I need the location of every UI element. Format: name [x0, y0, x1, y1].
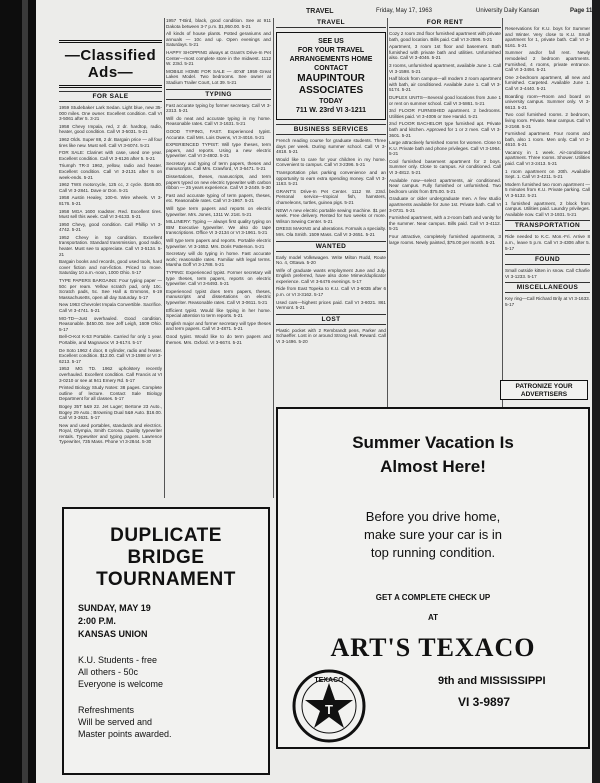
classified-ad: Key ring—Call Richard Brily at VI 3-1633. 5-17: [505, 296, 590, 307]
for-sale-continued-list: [166, 18, 271, 86]
classified-ad: One 2-bedroom apartment, all new and furnished. Carpeted. Available June 1. Call VI 3-4440. 5-21: [505, 74, 590, 91]
classified-ad: Secretary will do typing in home. Fast accurate work; reasonable rates. Familiar with legal terms. Marsha Goff VI 3-1788. 5-21: [166, 251, 271, 268]
classified-ad: Dissertations, theses, manuscripts, and term papers typed on new electric typewriter with carbon ribbon — 25 years experience. Call VI 3-2449. 5-30: [166, 174, 271, 191]
classified-ad: 3rd FLOOR FURNISHED apartment. 2 bedrooms. Utilities paid. VI 3-4006 or See Harold. 5-21: [389, 108, 501, 119]
classified-ad: Plastic pocket with 2 Rembrandt pens, Parker and Schaeffer. Lost in or around Strong Hall. Reward. Call VI 3-1496. 5-20: [276, 327, 386, 345]
transportation-list: [505, 234, 590, 251]
classified-ad: Graduate or older undergraduate men. A few studio apartments available for June 1st. Private bath. Call VI 3-0731. 5-21: [389, 196, 501, 213]
bridge-extra: Will be served and: [78, 717, 153, 727]
svg-text:T: T: [325, 702, 333, 717]
classified-ad: 3 rooms, unfurnished apartment, available June 1. Call VI 3-1598. 5-21: [389, 62, 501, 74]
patronize-line: PATRONIZE YOUR: [515, 383, 573, 390]
page-binding: [0, 0, 36, 783]
classified-ad: 1952 Chevy in top condition. Excellent transportation. Standard transmission, good radio, heater. Must see to appreciate. Call VI 3-5134. 5-21: [59, 234, 162, 257]
bridge-tournament-ad: [62, 507, 270, 775]
travel-agency-name: ASSOCIATES: [298, 85, 364, 96]
texaco-star-icon: [292, 669, 366, 743]
travel-line: ARRANGEMENTS HOME: [289, 56, 373, 63]
classified-ad: Cozy 2 room 2nd floor furnished apartment with private bath, good location. Bills paid. Call VI 3-2596. 5-21: [389, 31, 501, 42]
classified-ad: Will type term papers and reports on electric typewriter. Mrs. Jones, 1311 W. 21st. 5-21: [166, 206, 271, 217]
classified-ad: Cool furnished basement apartment for 2 boys. Summer only. Close to campus. Air conditioned. Call VI 3-4812. 5-21: [389, 158, 501, 176]
bridge-date: SUNDAY, MAY 19: [78, 603, 151, 613]
texaco-address: 9th and MISSISSIPPI: [438, 675, 546, 687]
classified-ad: Bargain books and records, good used tools, hard cover fiction and non-fiction. Priced to move. Saturday 10 a.m.-noon, 1000 Ohio. 5-17: [59, 259, 162, 276]
column-rule: [164, 18, 165, 498]
business-services-heading: BUSINESS SERVICES: [276, 124, 386, 135]
classified-ad: DRESS MAKING and alterations. Formals a specialty. Mrs. Ola Smith. 1509 Mass. Call VI 3-2651. 5-21: [276, 226, 386, 237]
classified-ad: De Soto 1962 4 door, 8 cylinder, radio and heater. Excellent condition. $12.00. Call VI 3-1598 or VI 3-6213. 5-17: [59, 347, 162, 364]
classified-ad: 1957 T-Bird, black, good condition. See at 911 Dakota between 3-7 p.m. $1,950.00. 5-21: [166, 18, 271, 29]
classified-ad: Wife of graduate wants employment June and July. English preferred, have also done Mimeo/duplicator experience. Call VI 3-6476 evenings. 5-17: [276, 267, 386, 284]
patronize-line: ADVERTISERS: [520, 391, 568, 398]
classified-ad: Fast accurate typing by former secretary. Call VI 3-2313. 5-21: [166, 102, 271, 114]
texaco-headline: Summer Vacation Is: [352, 433, 514, 452]
texaco-at: AT: [427, 613, 439, 622]
classified-ad: 1958 Chevy Impala, red, 2 dr. hardtop, radio, heater, good condition. Call VI 3-5031. 5-21: [59, 123, 162, 135]
travel-line: FOR YOUR TRAVEL: [297, 47, 365, 54]
travel-address: 711 W. 23rd VI 3-1211: [295, 107, 367, 114]
classified-ad: MILLINERY: Typing — always first quality typing on IBM Executive typewriter. We also do tape transcriptions. Office VI 3-2134 or VI 3-1961. 5-21: [166, 219, 271, 236]
for-rent-continued-list: [505, 26, 590, 217]
texaco-phone: VI 3-9897: [458, 695, 511, 709]
classified-ad: 2nd FLOOR BACHELOR type furnished apt. Private bath and kitchen. Approved for 1 or 2 men. Call VI 3-3601. 5-21: [389, 121, 501, 138]
misc-list: [505, 296, 590, 307]
classified-ad: Will type term papers and reports. Portable electric typewriter. VI 3-1652. Mrs. Doris Patterson. 5-21: [166, 238, 271, 249]
header-page: Page 11: [570, 8, 593, 14]
wanted-heading: WANTED: [276, 241, 386, 252]
classified-ad: Early model Volkswagen. Write Milton Rudd, Route No. 4, Ottawa. 5-20: [276, 254, 386, 266]
classified-ad: Fast and accurate typing of term papers, theses, etc. Reasonable rates. Call VI 3-1967. 5-21: [166, 192, 271, 204]
bridge-title: DUPLICATE: [110, 525, 222, 546]
classified-ad: Printed Biology Study Notes: 38 pages. Complete outline of lecture. Contact Sale Biology Department for all classes. 5-17: [59, 385, 162, 402]
travel-line: SEE US: [318, 38, 344, 45]
bridge-price: K.U. Students - free: [78, 655, 158, 665]
classified-ad: Secretary and typing of term papers, theses and manuscripts. Call Mrs. Crawford, VI 3-6471. 5-21: [166, 160, 271, 172]
lost-list: [276, 328, 386, 345]
classified-ad: GRANT'S Drive-In Pet Center. 1112 W. 23rd. Personal service—tropical fish, hamsters, chameleons, turtles, guinea pigs. 5-21: [276, 188, 386, 205]
found-heading: FOUND: [505, 254, 590, 265]
bridge-place: KANSAS UNION: [78, 629, 148, 639]
classified-ad: Vacancy in 1 week. Air-conditioned apartment. Three rooms. Shower. Utilities paid. Call VI 3-2413. 5-21: [505, 149, 590, 167]
travel-line: TODAY: [319, 98, 343, 105]
classified-ad: Boarding room—Room and board on university campus. Summer only. VI 3-6613. 5-21: [505, 93, 590, 110]
classified-ad: 1959 Studebaker Lark Sedan. Light blue, new 35-000 miles. One owner. Excellent condition. Call VI 3-5061 after 5. 3-21: [59, 105, 162, 122]
classified-ad: Ride from East Topeka to K.U. Call VI 3-6035 after 6 p.m. or VI 3-3162. 5-17: [276, 286, 386, 298]
classified-ad: All kinds of house plants. Potted geraniums and annuals — 10c and up. Open evenings and Saturdays. 5-21: [166, 31, 271, 48]
classified-ad: Will do neat and accurate typing in my home. Reasonable rates. Call VI 3-1631. 5-21: [166, 115, 271, 127]
classified-ad: 1962 TWS motorcycle, 125 cc, 2 cycle. $165.00. Call VI 3-2841. Dave or Don. 5-21: [59, 182, 162, 193]
bridge-time: 2:00 P.M.: [78, 616, 116, 626]
typing-list: [166, 103, 271, 346]
classified-ad: Large attractively furnished rooms for women. Close to K.U. Private bath and phone privileges. Call VI 3-1964. 5-21: [389, 140, 501, 157]
transportation-heading: TRANSPORTATION: [505, 220, 590, 231]
classified-ad: Two cool furnished rooms. 2 bedroom, living room. Private. Near campus. Call VI 3-2168. 5-21: [505, 112, 590, 129]
classified-ad: Reservations for K.U. boys for Summer and Winter. Very close to K.U. Small apartment for 1, private bath. Call VI 3-5161. 5-21: [505, 26, 590, 48]
classified-ad: Transportation plus parking convenience and an opportunity to earn extra spending money. Call VI 3-1163. 5-21: [276, 169, 386, 187]
bridge-welcome: Everyone is welcome: [78, 679, 164, 689]
arts-texaco-ad: [276, 407, 590, 749]
patronize-advertisers-box: [500, 380, 588, 400]
binding-strip: [22, 0, 28, 783]
travel-heading: TRAVEL: [276, 18, 386, 28]
for-sale-list: [59, 105, 162, 445]
header-date: Friday, May 17, 1963: [376, 8, 432, 14]
classified-ad: FOR SALE: Clarinet with case, used one year. Excellent condition. Call VI 3-6126 after 5. 5-21: [59, 150, 162, 161]
texaco-logo-text: TEXACO: [314, 677, 344, 684]
classified-ad: English major and former secretary will type theses and term papers. Call VI 3-4871. 5-21: [166, 320, 271, 332]
classified-ad: HAPPY SHOPPING always at Grant's Drive-In Pet Center—most complete store in the midwest. 1112 W. 23rd. 5-21: [166, 49, 271, 67]
for-rent-list: [389, 31, 501, 245]
typing-heading: TYPING: [166, 89, 271, 100]
classified-ad: Half block from campus—all modern 2 room apartment with bath, air conditioned. Available June 1. Call VI 3-5174. 5-21: [389, 76, 501, 93]
classified-ad: 1953 MG TD. 1962 upholstery recently overhauled. Excellent condition. Call Francis at VI 3-0210 or see at 941 Emery Rd. 5-17: [59, 366, 162, 383]
classified-ad: New 1963 Chevrolet Impala Convertible. Sacrifice. Call VI 3-4741. 5-21: [59, 302, 162, 313]
classified-ad: Would like to care for your children in my home. Convenient to campus. Call VI 3-2396. 5-21: [276, 156, 386, 168]
for-sale-heading: FOR SALE: [59, 91, 162, 102]
maupintour-ad: [276, 32, 386, 120]
classified-ad: Furnished apartment, with a 2-room bath and vanity for the summer. Near campus. Bills paid. Call VI 3-4112. 5-21: [389, 215, 501, 232]
texaco-brand: ART'S TEXACO: [330, 633, 536, 662]
classified-ad: EXPERIENCED TYPIST: Will type theses, term papers, and reports. Using a new electric typewriter. Call VI 3-4802. 5-21: [166, 142, 271, 159]
classified-ad: French reading course for graduate students. Three days per week. During summer school. Call VI 3-4818. 5-21: [276, 138, 386, 155]
classified-ad: 1 furnished apartment, 2 block from campus. Utilities paid. Laundry privileges. Available now. Call VI 3-1931. 5-21: [505, 200, 590, 217]
classified-ad: Available now—select apartments, air conditioned. Near campus. Fully furnished or unfurnished. Two bedroom units from $75.00. 5-21: [389, 177, 501, 194]
classified-ad: Summer and/or fall rent. Newly remodeled 2 bedroom apartments. Furnished, 4 rooms, private entrance. Call VI 3-3494. 5-21: [505, 50, 590, 73]
bridge-title: BRIDGE: [127, 547, 205, 568]
classified-ad: 1950 Chevy, good condition. Call Phillip VI 3-4742. 5-21: [59, 221, 162, 233]
bridge-extra: Master points awarded.: [78, 729, 172, 739]
classified-ads-title: —Classified Ads—: [59, 40, 162, 88]
lost-heading: LOST: [276, 314, 386, 325]
classified-ad: Modern furnished two room apartment — 5 minutes from K.U. Private parking. Call VI 3-5132. 5-21: [505, 181, 590, 199]
header-paper: University Daily Kansan: [476, 8, 540, 14]
bridge-price: All others - 50c: [78, 667, 139, 677]
section-travel-header: TRAVEL: [306, 8, 334, 15]
classified-ad: 1 room apartment on 20th. Available Sept. 1. Call VI 3-4211. 5-21: [505, 168, 590, 180]
classified-ad: NEW! A new electric portable sewing machine. $1 per week. Free delivery. Rented for two weeks or more. Wilson Sewing Center. 5-21: [276, 207, 386, 224]
classified-ad: Used cars—highest prices paid. Call VI 3-6021. 861 Vermont. 5-21: [276, 299, 386, 311]
classified-ad: Triumph TR-3 1962, yellow, radio and heater. Excellent condition. Call VI 3-2131 after 5 on week-ends. 5-21: [59, 163, 162, 180]
texaco-offer: GET A COMPLETE CHECK UP: [375, 593, 491, 602]
classified-ad: TYPING: Experienced typist. Former secretary will type theses, term papers, reports on electric typewriter. Call VI 3-6493. 5-21: [166, 269, 271, 287]
classified-ad: New and used portables, standards and electrics. Royal, Olympia, Smith Corona. Quality typewriter rentals. Typewriter and typing papers. Lawrence Typewriter, 735 Mass. Phone VI 3-2844. 5-30: [59, 422, 162, 445]
classified-ad: Efficient typist. Would like typing in her home. Special attention to term reports. 5-21: [166, 307, 271, 319]
classified-ad: MOBILE HOME FOR SALE — 40'x8' 1959 Great Lakes Model. Two bedrooms. See owner at Stadium Trailer Court, Lot 39. 5-21: [166, 68, 271, 85]
classified-ad: Bogey 35T 5&9 22. Jet Luger; Bertone 23 Auto., Bogey 29 Auto.; Browning Dual 5&9 Auto. $16.00. Call VI 3-3631. 5-17: [59, 403, 162, 421]
classified-ad: Furnished apartment. Four rooms and bath, also 1 room. Men only. Call VI 3-4610. 5-21: [505, 131, 590, 148]
travel-line: CONTACT: [314, 65, 348, 72]
classified-ad: 1958 Austin Healey, 100-6. Wire wheels. VI 3-8176. 5-21: [59, 195, 162, 206]
classified-ad: Good typist. Would like to do term papers and themes. Mrs. Oxford. VI 3-6674. 5-21: [166, 333, 271, 345]
bridge-extra: Refreshments: [78, 705, 135, 715]
wanted-list: [276, 255, 386, 311]
bridge-title: TOURNAMENT: [96, 569, 236, 590]
classified-ad: TYPE PAPERS BARGAINS: Four typing paper — 50c per ream. Yellow scratch pad, only 10c. Scratch pads, 5c. See Hall & Emmons, 6-19 Massachusetts, open all day Saturday. 5-17: [59, 278, 162, 300]
texaco-logo: [292, 669, 366, 743]
classified-ad: DUPLEX UNITS—Several good locations from June 1 or rent on summer school. Call VI 3-5861. 5-21: [389, 94, 501, 106]
classified-ad: Ride needed to K.C. Mon.-Fri. Arrive 8 a.m., leave 5 p.m. Call VI 3-4306 after 5. 5-17: [505, 234, 590, 251]
classified-ad: MG-TD—Just overhauled. Good condition. Reasonable. $450.00. See Jeff Leigh, 1609 Ohio. 5-17: [59, 315, 162, 332]
travel-agency-name: MAUPINTOUR: [297, 73, 365, 84]
column-5: [505, 18, 590, 373]
texaco-body: top running condition.: [370, 545, 496, 560]
found-list: [505, 268, 590, 279]
classified-ad: 1958 MGA 1600 roadster. Red. Excellent tires. Must sell this week. Call VI 3-6133. 5-21: [59, 208, 162, 220]
classified-ad: Small outside kitten in snow. Call Charlie VI 3-1233. 5-17: [505, 268, 590, 279]
miscellaneous-heading: MISCELLANEOUS: [505, 282, 590, 293]
texaco-body: make sure your car is in: [364, 527, 502, 542]
column-rule: [273, 18, 274, 498]
classified-ad: Four attractive, completely furnished apartments, 3 large rooms. Newly painted, $75.00 per month. 5-21: [389, 234, 501, 245]
classified-ad: 1962 Olds. Super 88, 2 dr. Bargain price — all four tires like new. Must sell. Call VI 3-6074. 5-21: [59, 136, 162, 148]
classified-ad: Experienced typist does term papers, theses, manuscripts and dissertations on electric typewriter. Reasonable rates. Call VI 3-0611. 5-21: [166, 288, 271, 305]
texaco-headline: Almost Here!: [380, 457, 486, 476]
classified-ad: GOOD TYPING, FAST. Experienced typist. Accurate. Call Mrs. Lois Owens, VI 3-4016. 5-21: [166, 128, 271, 140]
classified-ad: Apartment, 3 room 1st floor and basement. Both furnished with private bath and utilities. Unfurnished also. Call VI 3-4046. 5-21: [389, 44, 501, 61]
texaco-body: Before you drive home,: [365, 509, 501, 524]
for-rent-heading: FOR RENT: [389, 18, 501, 28]
business-list: [276, 138, 386, 238]
classified-ad: Bell-O-Kot K-53 Portable. Carried for only 1 year. Portable, and Magnavox VI 3-6174. 5-17: [59, 334, 162, 345]
